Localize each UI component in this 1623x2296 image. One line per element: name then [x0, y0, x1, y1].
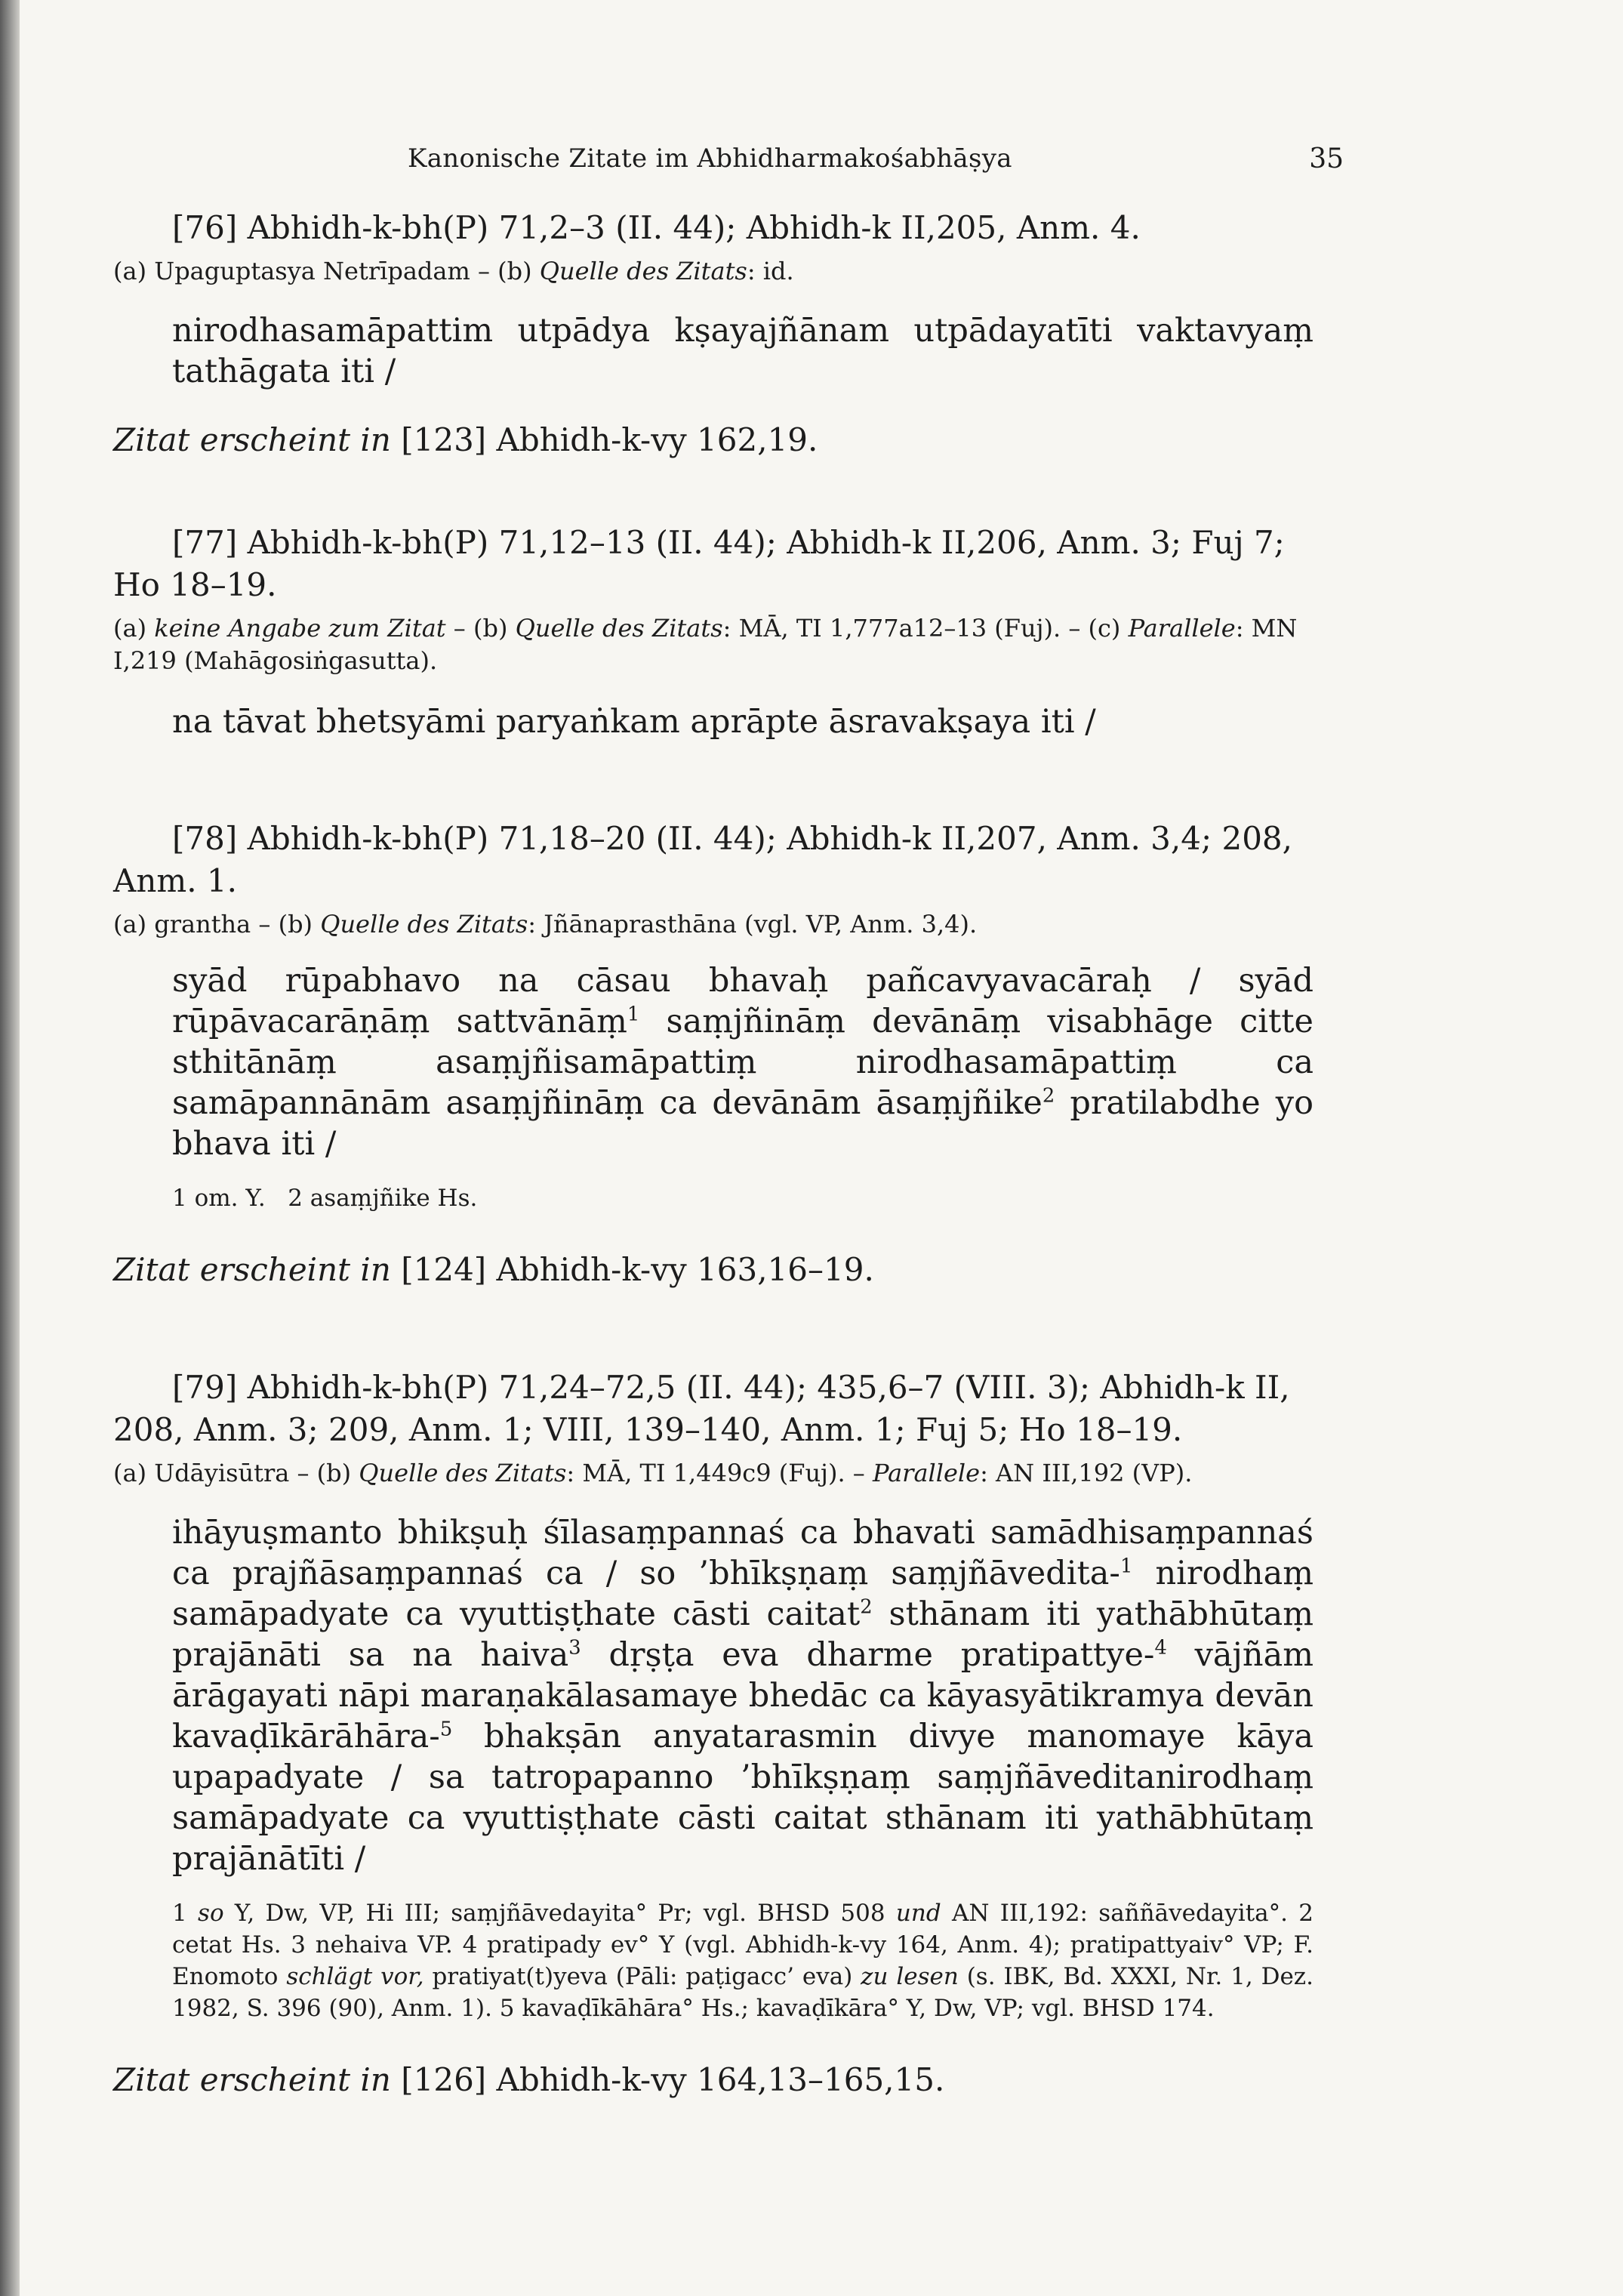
running-header [113, 143, 1344, 196]
entry-metadata: (a) Udāyisūtra – (b) Quelle des Zitats: MĀ, TI 1,449c9 (Fuj). – Parallele: AN III,192 (VP). [113, 1459, 1193, 1487]
entry-76 [113, 207, 1313, 461]
book-binding-shadow [0, 0, 20, 2296]
entry-78 [113, 818, 1313, 1291]
book-page [113, 143, 1344, 2101]
entry-79 [113, 1367, 1313, 2101]
entry-heading: [79] Abhidh-k-bh(P) 71,24–72,5 (II. 44); 435,6–7 (VIII. 3); Abhidh-k II, 208, Anm. 3; 209, Anm. 1; VIII, 139–140, Anm. 1; Fuj 5; Ho 18–19. [113, 1369, 1290, 1448]
entry-heading: [77] Abhidh-k-bh(P) 71,12–13 (II. 44); Abhidh-k II,206, Anm. 3; Fuj 7; Ho 18–19. [113, 524, 1285, 603]
sanskrit-quote: syād rūpabhavo na cāsau bhavaḥ pañcavyavacāraḥ / syād rūpāvacarāṇāṃ sattvānāṃ$^1$ saṃjñināṃ devānāṃ visabhāge citte sthitānāṃ asaṃjñisamāpattiṃ nirodhasamāpattiṃ ca samāpannānām asaṃjñināṃ ca devānām āsaṃjñike$^2$ pratilabdhe yo bhava iti / [172, 962, 1313, 1163]
entry-metadata: (a) grantha – (b) Quelle des Zitats: Jñānaprasthāna (vgl. VP, Anm. 3,4). [113, 910, 978, 938]
entry-metadata: (a) Upaguptasya Netrīpadam – (b) Quelle des Zitats: id. [113, 257, 794, 285]
appears-in: Zitat erscheint in [126] Abhidh-k-vy 164,13–165,15. [113, 2061, 945, 2098]
sanskrit-quote: nirodhasamāpattim utpādya kṣayajñānam utpādayatīti vaktavyaṃ tathāgata iti / [172, 312, 1313, 390]
sanskrit-quote: na tāvat bhetsyāmi paryaṅkam aprāpte āsravakṣaya iti / [172, 703, 1096, 741]
sanskrit-quote: ihāyuṣmanto bhikṣuḥ śīlasaṃpannaś ca bhavati samādhisaṃpannaś ca prajñāsaṃpannaś ca / so ’bhīkṣṇaṃ saṃjñāvedita-$^1$ nirodhaṃ samāpadyate ca vyuttiṣṭhate cāsti caitat$^2$ sthānam iti yathābhūtaṃ prajānāti sa na haiva$^3$ dṛṣṭa eva dharme pratipattye-$^4$ vājñām ārāgayati nāpi maraṇakālasamaye bhedāc ca kāyasyātikramya devān kavaḍīkārāhāra-$^5$ bhakṣān anyatarasmin divye manomaye kāya upapadyate / sa tatropapanno ’bhīkṣṇaṃ saṃjñāveditanirodhaṃ samāpadyate ca vyuttiṣṭhate cāsti caitat sthānam iti yathābhūtaṃ prajānātīti / [172, 1514, 1313, 1878]
page-number: 35 [1309, 143, 1344, 174]
entry-metadata: (a) keine Angabe zum Zitat – (b) Quelle des Zitats: MĀ, TI 1,777a12–13 (Fuj). – (c) Parallele: MN I,219 (Mahāgosiṅgasutta). [113, 614, 1298, 675]
entry-77 [113, 522, 1313, 742]
footnotes: 1 om. Y. 2 asaṃjñike Hs. [172, 1185, 478, 1212]
running-title: Kanonische Zitate im Abhidharmakośabhāṣya [408, 143, 1012, 174]
appears-in: Zitat erscheint in [124] Abhidh-k-vy 163,16–19. [113, 1251, 874, 1288]
entry-heading: [78] Abhidh-k-bh(P) 71,18–20 (II. 44); Abhidh-k II,207, Anm. 3,4; 208, Anm. 1. [113, 820, 1292, 899]
entry-heading: [76] Abhidh-k-bh(P) 71,2–3 (II. 44); Abhidh-k II,205, Anm. 4. [172, 209, 1141, 246]
appears-in: Zitat erscheint in [123] Abhidh-k-vy 162,19. [113, 421, 818, 458]
footnotes: 1 so Y, Dw, VP, Hi III; saṃjñāvedayita° Pr; vgl. BHSD 508 und AN III,192: saññāvedayita°. 2 cetat Hs. 3 nehaiva VP. 4 pratipady ev° Y (vgl. Abhidh-k-vy 164, Anm. 4); pratipattyaiv° VP; F. Enomoto schlägt vor, pratiyat(t)yeva (Pāli: paṭigacc’ eva) zu lesen (s. IBK, Bd. XXXI, Nr. 1, Dez. 1982, S. 396 (90), Anm. 1). 5 kavaḍīkāhāra° Hs.; kavaḍīkāra° Y, Dw, VP; vgl. BHSD 174. [172, 1900, 1314, 2022]
